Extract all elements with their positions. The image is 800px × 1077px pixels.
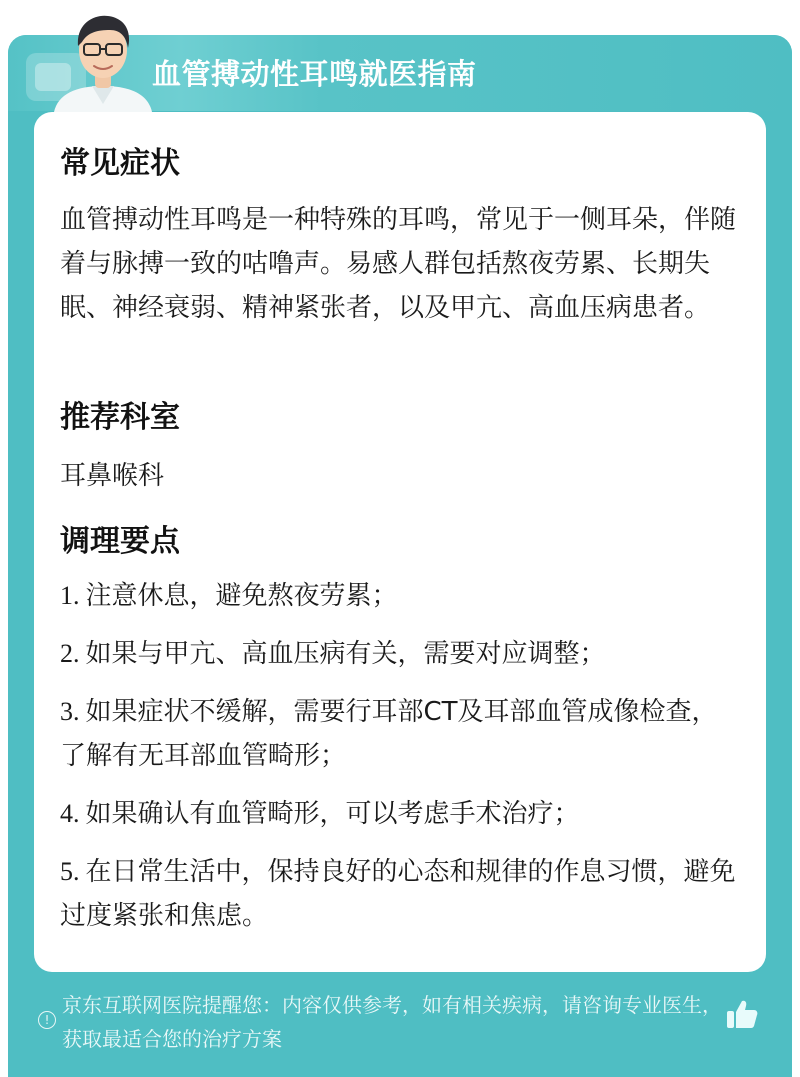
symptoms-text: 血管搏动性耳鸣是一种特殊的耳鸣，常见于一侧耳朵，伴随着与脉搏一致的咕噜声。易感人群包括熬夜劳累、长期失眠、神经衰弱、精神紧张者，以及甲亢、高血压病患者。 bbox=[60, 205, 737, 323]
section-heading-symptoms: 常见症状 bbox=[60, 146, 180, 181]
footer-notice: 京东互联网医院提醒您：内容仅供参考，如有相关疾病，请咨询专业医生，获取最适合您的治疗方案 bbox=[62, 993, 722, 1051]
info-icon: ! bbox=[38, 1011, 56, 1029]
list-item-text: 如果症状不缓解，需要行耳部CT及耳部血管成像检查，了解有无耳部血管畸形； bbox=[60, 697, 718, 771]
list-item bbox=[60, 792, 740, 836]
section-heading-care: 调理要点 bbox=[60, 524, 180, 559]
care-tips-list bbox=[60, 574, 740, 952]
list-item bbox=[60, 574, 740, 618]
list-item-text: 在日常生活中，保持良好的心态和规律的作息习惯，避免过度紧张和焦虑。 bbox=[60, 857, 736, 931]
list-item-number: 2. bbox=[60, 639, 80, 668]
page-title: 血管搏动性耳鸣就医指南 bbox=[152, 57, 477, 91]
list-item-text: 注意休息，避免熬夜劳累； bbox=[85, 581, 398, 611]
list-item-number: 1. bbox=[60, 581, 80, 610]
list-item bbox=[60, 850, 740, 938]
doctor-avatar bbox=[48, 8, 158, 112]
list-item bbox=[60, 690, 740, 778]
list-item-number: 3. bbox=[60, 697, 80, 726]
list-item-number: 4. bbox=[60, 799, 80, 828]
list-item bbox=[60, 632, 740, 676]
content-card bbox=[34, 112, 766, 972]
list-item-text: 如果与甲亢、高血压病有关，需要对应调整； bbox=[85, 639, 606, 669]
list-item-text: 如果确认有血管畸形，可以考虑手术治疗； bbox=[85, 799, 580, 829]
section-heading-department: 推荐科室 bbox=[60, 400, 180, 435]
department-text: 耳鼻喉科 bbox=[60, 461, 165, 491]
thumbs-up-icon[interactable] bbox=[724, 996, 760, 1032]
list-item-number: 5. bbox=[60, 857, 80, 886]
